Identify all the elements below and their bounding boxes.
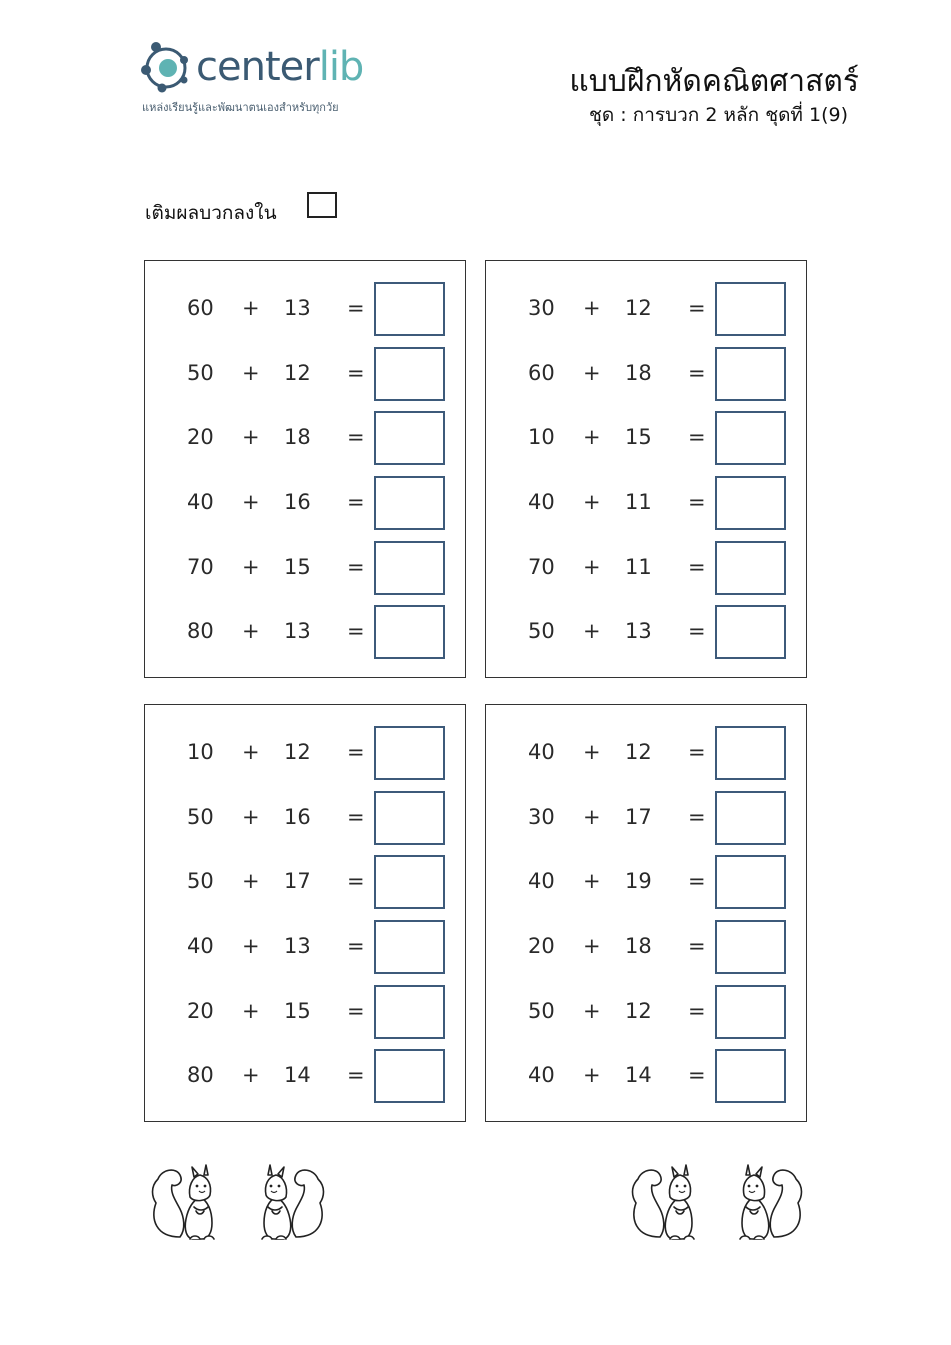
addend-2: 11 — [625, 490, 652, 514]
problem-row — [145, 791, 465, 847]
plus-sign: + — [583, 869, 601, 893]
plus-sign: + — [242, 361, 260, 385]
problem-row — [145, 855, 465, 911]
addend-2: 18 — [284, 425, 311, 449]
addend-2: 12 — [284, 361, 311, 385]
answer-box[interactable] — [715, 855, 786, 909]
addend-2: 12 — [284, 740, 311, 764]
equals-sign: = — [688, 805, 706, 829]
problem-row — [486, 411, 806, 467]
worksheet-title: แบบฝึกหัดคณิตศาสตร์ — [569, 64, 859, 99]
answer-box[interactable] — [715, 985, 786, 1039]
squirrel-icon — [150, 1157, 228, 1247]
problem-row — [145, 605, 465, 661]
plus-sign: + — [242, 999, 260, 1023]
equals-sign: = — [347, 296, 365, 320]
problem-row — [145, 541, 465, 597]
plus-sign: + — [242, 869, 260, 893]
exercise-panel-2 — [485, 260, 807, 678]
problem-row — [145, 1049, 465, 1105]
plus-sign: + — [583, 296, 601, 320]
plus-sign: + — [583, 555, 601, 579]
addend-2: 15 — [625, 425, 652, 449]
addend-1: 70 — [187, 555, 214, 579]
addend-1: 10 — [528, 425, 555, 449]
answer-box[interactable] — [374, 282, 445, 336]
worksheet-subtitle: ชุด : การบวก 2 หลัก ชุดที่ 1(9) — [588, 104, 848, 126]
addend-2: 14 — [284, 1063, 311, 1087]
answer-box[interactable] — [374, 476, 445, 530]
addend-2: 12 — [625, 999, 652, 1023]
problem-row — [486, 920, 806, 976]
problem-row — [486, 541, 806, 597]
addend-1: 50 — [528, 619, 555, 643]
answer-box[interactable] — [715, 541, 786, 595]
addend-2: 11 — [625, 555, 652, 579]
addend-2: 13 — [625, 619, 652, 643]
equals-sign: = — [688, 740, 706, 764]
addend-1: 50 — [187, 361, 214, 385]
addend-2: 17 — [284, 869, 311, 893]
plus-sign: + — [583, 740, 601, 764]
exercise-panel-3 — [144, 704, 466, 1122]
addend-2: 18 — [625, 361, 652, 385]
answer-box[interactable] — [374, 920, 445, 974]
equals-sign: = — [347, 555, 365, 579]
addend-2: 19 — [625, 869, 652, 893]
addend-1: 30 — [528, 805, 555, 829]
addend-2: 12 — [625, 296, 652, 320]
answer-box[interactable] — [374, 791, 445, 845]
plus-sign: + — [242, 296, 260, 320]
answer-box[interactable] — [715, 282, 786, 336]
equals-sign: = — [688, 934, 706, 958]
equals-sign: = — [688, 619, 706, 643]
addend-2: 16 — [284, 490, 311, 514]
equals-sign: = — [347, 361, 365, 385]
plus-sign: + — [242, 555, 260, 579]
instruction-text: เติมผลบวกลงใน — [145, 202, 277, 224]
problem-row — [145, 347, 465, 403]
problem-row — [486, 1049, 806, 1105]
addend-1: 60 — [528, 361, 555, 385]
problem-row — [145, 985, 465, 1041]
plus-sign: + — [242, 425, 260, 449]
addend-1: 50 — [187, 869, 214, 893]
addend-2: 13 — [284, 296, 311, 320]
equals-sign: = — [347, 740, 365, 764]
problem-row — [145, 282, 465, 338]
equals-sign: = — [347, 934, 365, 958]
problem-row — [486, 282, 806, 338]
addend-2: 15 — [284, 999, 311, 1023]
plus-sign: + — [583, 619, 601, 643]
plus-sign: + — [242, 805, 260, 829]
answer-box[interactable] — [715, 1049, 786, 1103]
problem-row — [486, 476, 806, 532]
exercise-panel-1 — [144, 260, 466, 678]
equals-sign: = — [688, 1063, 706, 1087]
addend-1: 70 — [528, 555, 555, 579]
squirrel-icon — [248, 1157, 326, 1247]
addend-1: 50 — [528, 999, 555, 1023]
centerlib-logo — [138, 40, 398, 120]
network-logo-icon — [138, 40, 196, 96]
addend-1: 40 — [528, 490, 555, 514]
logo-tagline: แหล่งเรียนรู้และพัฒนาตนเองสำหรับทุกวัย — [142, 101, 339, 114]
problem-row — [486, 855, 806, 911]
equals-sign: = — [688, 296, 706, 320]
equals-sign: = — [347, 805, 365, 829]
answer-box[interactable] — [374, 541, 445, 595]
answer-box[interactable] — [374, 347, 445, 401]
addend-2: 14 — [625, 1063, 652, 1087]
problem-row — [486, 726, 806, 782]
squirrel-icon — [630, 1157, 708, 1247]
addend-2: 18 — [625, 934, 652, 958]
equals-sign: = — [347, 869, 365, 893]
problem-row — [486, 791, 806, 847]
addend-1: 10 — [187, 740, 214, 764]
addend-2: 12 — [625, 740, 652, 764]
addend-1: 80 — [187, 619, 214, 643]
plus-sign: + — [583, 805, 601, 829]
problem-row — [486, 347, 806, 403]
plus-sign: + — [242, 934, 260, 958]
equals-sign: = — [347, 999, 365, 1023]
plus-sign: + — [583, 1063, 601, 1087]
addend-1: 40 — [187, 934, 214, 958]
answer-box[interactable] — [715, 411, 786, 465]
addend-1: 40 — [528, 740, 555, 764]
plus-sign: + — [242, 740, 260, 764]
problem-row — [486, 985, 806, 1041]
plus-sign: + — [583, 934, 601, 958]
logo-word-center: center — [196, 44, 319, 90]
problem-row — [145, 920, 465, 976]
answer-box[interactable] — [374, 411, 445, 465]
addend-1: 60 — [187, 296, 214, 320]
answer-box[interactable] — [374, 855, 445, 909]
exercise-panel-4 — [485, 704, 807, 1122]
equals-sign: = — [347, 425, 365, 449]
equals-sign: = — [347, 490, 365, 514]
addend-1: 40 — [528, 869, 555, 893]
logo-wordmark — [196, 42, 363, 92]
equals-sign: = — [688, 869, 706, 893]
instruction-sample-box — [307, 192, 337, 218]
problem-row — [486, 605, 806, 661]
addend-2: 16 — [284, 805, 311, 829]
addend-1: 30 — [528, 296, 555, 320]
addend-2: 17 — [625, 805, 652, 829]
equals-sign: = — [688, 999, 706, 1023]
problem-row — [145, 411, 465, 467]
logo-word-lib: lib — [318, 44, 364, 90]
equals-sign: = — [688, 425, 706, 449]
answer-box[interactable] — [374, 605, 445, 659]
plus-sign: + — [583, 361, 601, 385]
answer-box[interactable] — [715, 347, 786, 401]
equals-sign: = — [347, 619, 365, 643]
addend-1: 20 — [187, 999, 214, 1023]
answer-box[interactable] — [715, 476, 786, 530]
addend-1: 20 — [187, 425, 214, 449]
addend-1: 50 — [187, 805, 214, 829]
plus-sign: + — [242, 1063, 260, 1087]
addend-2: 13 — [284, 619, 311, 643]
answer-box[interactable] — [374, 1049, 445, 1103]
squirrel-icon — [726, 1157, 804, 1247]
plus-sign: + — [583, 999, 601, 1023]
answer-box[interactable] — [715, 791, 786, 845]
addend-1: 80 — [187, 1063, 214, 1087]
addend-1: 20 — [528, 934, 555, 958]
answer-box[interactable] — [715, 726, 786, 780]
plus-sign: + — [583, 490, 601, 514]
equals-sign: = — [688, 490, 706, 514]
equals-sign: = — [688, 555, 706, 579]
problem-row — [145, 726, 465, 782]
answer-box[interactable] — [715, 920, 786, 974]
answer-box[interactable] — [715, 605, 786, 659]
plus-sign: + — [583, 425, 601, 449]
equals-sign: = — [688, 361, 706, 385]
addend-2: 15 — [284, 555, 311, 579]
addend-1: 40 — [528, 1063, 555, 1087]
problem-row — [145, 476, 465, 532]
addend-1: 40 — [187, 490, 214, 514]
plus-sign: + — [242, 619, 260, 643]
equals-sign: = — [347, 1063, 365, 1087]
answer-box[interactable] — [374, 985, 445, 1039]
plus-sign: + — [242, 490, 260, 514]
addend-2: 13 — [284, 934, 311, 958]
answer-box[interactable] — [374, 726, 445, 780]
